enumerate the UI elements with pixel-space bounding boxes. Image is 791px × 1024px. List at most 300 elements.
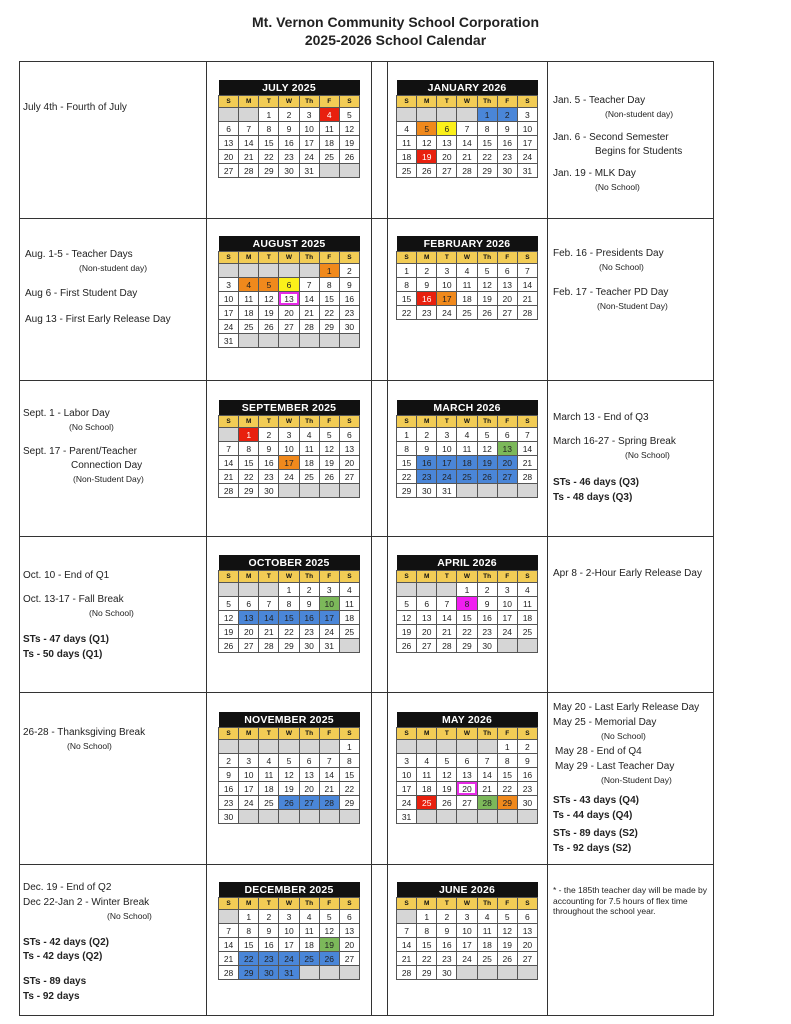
day-cell: 13 [339, 924, 359, 938]
day-cell: 1 [319, 264, 339, 278]
empty-cell [219, 583, 239, 597]
note-march-16-27: March 16-27 - Spring Break (No School) [553, 436, 676, 460]
day-cell: 17 [279, 456, 299, 470]
day-cell: 9 [259, 442, 279, 456]
day-cell: 15 [259, 136, 279, 150]
empty-cell [219, 108, 239, 122]
weekday-label: M [239, 728, 259, 740]
month-calendar [396, 555, 538, 653]
weekday-label: M [239, 96, 259, 108]
note-sept-1: Sept. 1 - Labor Day (No School) [23, 408, 114, 432]
empty-cell [339, 484, 359, 498]
day-cell: 10 [319, 597, 339, 611]
day-cell: 23 [259, 470, 279, 484]
weekday-label: Th [477, 252, 497, 264]
day-cell: 19 [259, 306, 279, 320]
weekday-label: S [517, 571, 537, 583]
day-cell: 10 [279, 442, 299, 456]
day-cell: 24 [397, 796, 417, 810]
day-cell: 17 [239, 782, 259, 796]
day-cell: 27 [437, 164, 457, 178]
day-cell: 27 [339, 470, 359, 484]
row-divider [19, 864, 714, 865]
day-cell: 16 [477, 611, 497, 625]
empty-cell [477, 810, 497, 824]
day-cell: 18 [299, 938, 319, 952]
day-cell: 21 [397, 952, 417, 966]
day-cell: 31 [517, 164, 537, 178]
day-cell: 23 [299, 625, 319, 639]
day-cell: 7 [259, 597, 279, 611]
empty-cell [299, 810, 319, 824]
day-cell: 6 [437, 122, 457, 136]
day-cell: 14 [219, 456, 239, 470]
day-cell: 11 [299, 924, 319, 938]
day-cell: 13 [279, 292, 299, 306]
day-cell: 3 [497, 583, 517, 597]
divider [371, 61, 372, 1016]
day-cell: 7 [517, 428, 537, 442]
day-cell: 12 [477, 442, 497, 456]
note-oct-13-17: Oct. 13-17 - Fall Break (No School) [23, 594, 134, 618]
day-cell: 21 [239, 150, 259, 164]
day-cell: 9 [477, 597, 497, 611]
note-apr-8: Apr 8 - 2-Hour Early Release Day [553, 568, 702, 579]
day-cell: 19 [219, 625, 239, 639]
empty-cell [339, 810, 359, 824]
day-cell: 22 [259, 150, 279, 164]
day-cell: 6 [339, 428, 359, 442]
day-cell: 16 [219, 782, 239, 796]
day-cell: 4 [259, 754, 279, 768]
empty-cell [457, 108, 477, 122]
day-cell: 12 [417, 136, 437, 150]
weekday-label: S [517, 252, 537, 264]
sts-q4: STs - 43 days (Q4) [553, 795, 639, 806]
day-cell: 5 [219, 597, 239, 611]
day-cell: 8 [477, 122, 497, 136]
day-cell: 25 [299, 952, 319, 966]
day-cell: 29 [259, 164, 279, 178]
empty-cell [517, 484, 537, 498]
weekday-label: M [239, 416, 259, 428]
day-cell: 27 [239, 639, 259, 653]
day-cell: 3 [319, 583, 339, 597]
day-cell: 12 [319, 924, 339, 938]
sts-q3: STs - 46 days (Q3) [553, 477, 639, 488]
day-cell: 23 [517, 782, 537, 796]
weekday-label: W [279, 252, 299, 264]
empty-cell [417, 583, 437, 597]
day-cell: 8 [397, 278, 417, 292]
weekday-label: M [417, 728, 437, 740]
day-cell: 11 [457, 278, 477, 292]
empty-cell [437, 810, 457, 824]
day-cell: 28 [517, 306, 537, 320]
day-cell: 1 [239, 910, 259, 924]
weekday-label: S [219, 252, 239, 264]
ts-total: Ts - 92 days [23, 991, 80, 1002]
day-cell: 8 [239, 442, 259, 456]
sts-q2: STs - 42 days (Q2) [23, 937, 109, 948]
day-cell: 21 [477, 782, 497, 796]
day-cell: 13 [497, 442, 517, 456]
day-cell: 17 [437, 456, 457, 470]
day-cell: 19 [319, 456, 339, 470]
weekday-label: W [457, 96, 477, 108]
day-cell: 5 [397, 597, 417, 611]
day-cell: 1 [497, 740, 517, 754]
day-cell: 12 [319, 442, 339, 456]
weekday-label: W [457, 252, 477, 264]
weekday-label: S [339, 96, 359, 108]
day-cell: 24 [319, 625, 339, 639]
day-cell: 19 [417, 150, 437, 164]
day-cell: 25 [457, 470, 477, 484]
day-cell: 20 [517, 938, 537, 952]
day-cell: 26 [219, 639, 239, 653]
weekday-label: S [397, 898, 417, 910]
day-cell: 11 [477, 924, 497, 938]
day-cell: 30 [517, 796, 537, 810]
day-cell: 6 [239, 597, 259, 611]
day-cell: 28 [259, 639, 279, 653]
empty-cell [517, 810, 537, 824]
day-cell: 5 [319, 910, 339, 924]
day-cell: 5 [497, 910, 517, 924]
day-cell: 10 [437, 278, 457, 292]
weekday-label: Th [477, 96, 497, 108]
empty-cell [239, 334, 259, 348]
day-cell: 3 [279, 428, 299, 442]
day-cell: 15 [319, 292, 339, 306]
day-cell: 11 [259, 768, 279, 782]
day-cell: 20 [339, 938, 359, 952]
day-cell: 19 [339, 136, 359, 150]
day-cell: 16 [339, 292, 359, 306]
empty-cell [497, 966, 517, 980]
day-cell: 12 [259, 292, 279, 306]
weekday-label: W [279, 416, 299, 428]
day-cell: 18 [319, 136, 339, 150]
day-cell: 19 [279, 782, 299, 796]
day-cell: 10 [517, 122, 537, 136]
calendar-subtitle: 2025-2026 School Calendar [304, 32, 487, 48]
month-name: FEBRUARY 2026 [397, 236, 538, 252]
empty-cell [517, 639, 537, 653]
calendar-title: Mt. Vernon Community School Corporation [252, 14, 539, 30]
day-cell: 14 [299, 292, 319, 306]
weekday-label: S [339, 898, 359, 910]
day-cell: 21 [517, 292, 537, 306]
weekday-label: M [417, 96, 437, 108]
day-cell: 26 [397, 639, 417, 653]
weekday-label: W [279, 728, 299, 740]
day-cell: 12 [477, 278, 497, 292]
month-calendar [218, 555, 360, 653]
day-cell: 22 [239, 470, 259, 484]
day-cell: 20 [437, 150, 457, 164]
weekday-label: T [437, 898, 457, 910]
day-cell: 29 [339, 796, 359, 810]
empty-cell [279, 334, 299, 348]
day-cell: 5 [259, 278, 279, 292]
day-cell: 31 [219, 334, 239, 348]
day-cell: 23 [259, 952, 279, 966]
day-cell: 25 [299, 470, 319, 484]
note-oct-10: Oct. 10 - End of Q1 [23, 570, 110, 581]
day-cell: 2 [437, 910, 457, 924]
day-cell: 1 [279, 583, 299, 597]
empty-cell [437, 740, 457, 754]
day-cell: 2 [497, 108, 517, 122]
day-cell: 4 [319, 108, 339, 122]
weekday-label: F [319, 252, 339, 264]
empty-cell [457, 810, 477, 824]
month-name: MARCH 2026 [397, 400, 538, 416]
day-cell: 7 [219, 924, 239, 938]
day-cell: 4 [299, 910, 319, 924]
day-cell: 12 [397, 611, 417, 625]
weekday-label: F [497, 96, 517, 108]
day-cell: 2 [259, 428, 279, 442]
day-cell: 24 [497, 625, 517, 639]
day-cell: 25 [259, 796, 279, 810]
weekday-label: M [417, 571, 437, 583]
empty-cell [299, 264, 319, 278]
day-cell: 16 [437, 938, 457, 952]
weekday-label: F [497, 728, 517, 740]
empty-cell [437, 108, 457, 122]
empty-cell [319, 484, 339, 498]
weekday-label: W [279, 571, 299, 583]
day-cell: 13 [497, 278, 517, 292]
sts-s2: STs - 89 days (S2) [553, 828, 638, 839]
empty-cell [319, 740, 339, 754]
day-cell: 29 [239, 966, 259, 980]
day-cell: 2 [477, 583, 497, 597]
empty-cell [299, 740, 319, 754]
weekday-label: S [397, 252, 417, 264]
day-cell: 20 [339, 456, 359, 470]
weekday-label: W [457, 416, 477, 428]
weekday-label: T [259, 571, 279, 583]
row-divider [19, 536, 714, 537]
weekday-label: S [339, 252, 359, 264]
month-name: MAY 2026 [397, 712, 538, 728]
day-cell: 7 [219, 442, 239, 456]
month-calendar [218, 712, 360, 824]
note-march-13: March 13 - End of Q3 [553, 412, 649, 423]
day-cell: 10 [279, 924, 299, 938]
empty-cell [339, 639, 359, 653]
day-cell: 28 [219, 484, 239, 498]
day-cell: 11 [239, 292, 259, 306]
weekday-label: M [417, 252, 437, 264]
divider [206, 61, 207, 1016]
row-divider [19, 692, 714, 693]
day-cell: 6 [497, 264, 517, 278]
weekday-label: T [437, 728, 457, 740]
day-cell: 18 [457, 292, 477, 306]
day-cell: 28 [397, 966, 417, 980]
weekday-label: F [319, 571, 339, 583]
empty-cell [299, 966, 319, 980]
day-cell: 13 [517, 924, 537, 938]
empty-cell [397, 108, 417, 122]
empty-cell [219, 428, 239, 442]
day-cell: 17 [497, 611, 517, 625]
weekday-label: F [497, 898, 517, 910]
day-cell: 25 [397, 164, 417, 178]
weekday-label: M [239, 898, 259, 910]
day-cell: 21 [299, 306, 319, 320]
day-cell: 23 [417, 470, 437, 484]
day-cell: 24 [299, 150, 319, 164]
row-divider [19, 380, 714, 381]
note-may-25: May 25 - Memorial Day (No School) [553, 717, 657, 741]
weekday-label: Th [477, 898, 497, 910]
day-cell: 21 [219, 470, 239, 484]
day-cell: 25 [457, 306, 477, 320]
month-name: SEPTEMBER 2025 [219, 400, 360, 416]
row-divider [19, 218, 714, 219]
day-cell: 15 [417, 938, 437, 952]
weekday-label: W [279, 898, 299, 910]
weekday-label: S [517, 416, 537, 428]
weekday-label: S [339, 416, 359, 428]
day-cell: 21 [517, 456, 537, 470]
day-cell: 31 [397, 810, 417, 824]
day-cell: 3 [437, 264, 457, 278]
day-cell: 7 [437, 597, 457, 611]
day-cell: 10 [397, 768, 417, 782]
day-cell: 8 [279, 597, 299, 611]
empty-cell [477, 966, 497, 980]
day-cell: 27 [279, 320, 299, 334]
day-cell: 30 [477, 639, 497, 653]
day-cell: 7 [457, 122, 477, 136]
day-cell: 9 [517, 754, 537, 768]
month-name: APRIL 2026 [397, 555, 538, 571]
weekday-label: F [497, 416, 517, 428]
day-cell: 15 [497, 768, 517, 782]
day-cell: 14 [219, 938, 239, 952]
empty-cell [497, 484, 517, 498]
day-cell: 22 [397, 306, 417, 320]
day-cell: 23 [417, 306, 437, 320]
month-name: OCTOBER 2025 [219, 555, 360, 571]
day-cell: 24 [517, 150, 537, 164]
empty-cell [279, 484, 299, 498]
day-cell: 1 [239, 428, 259, 442]
day-cell: 15 [339, 768, 359, 782]
day-cell: 23 [219, 796, 239, 810]
month-calendar [218, 80, 360, 178]
empty-cell [457, 740, 477, 754]
day-cell: 4 [339, 583, 359, 597]
day-cell: 24 [219, 320, 239, 334]
day-cell: 7 [517, 264, 537, 278]
day-cell: 13 [339, 442, 359, 456]
day-cell: 1 [477, 108, 497, 122]
day-cell: 15 [397, 456, 417, 470]
day-cell: 9 [497, 122, 517, 136]
day-cell: 20 [219, 150, 239, 164]
day-cell: 4 [517, 583, 537, 597]
sts-q1: STs - 47 days (Q1) [23, 634, 109, 645]
weekday-label: T [259, 96, 279, 108]
day-cell: 11 [339, 597, 359, 611]
day-cell: 4 [299, 428, 319, 442]
day-cell: 21 [457, 150, 477, 164]
weekday-label: Th [299, 898, 319, 910]
empty-cell [417, 810, 437, 824]
empty-cell [319, 810, 339, 824]
day-cell: 15 [239, 456, 259, 470]
day-cell: 24 [279, 470, 299, 484]
day-cell: 13 [437, 136, 457, 150]
day-cell: 27 [457, 796, 477, 810]
day-cell: 11 [397, 136, 417, 150]
day-cell: 11 [457, 442, 477, 456]
day-cell: 26 [259, 320, 279, 334]
note-jan-6: Jan. 6 - Second Semester Begins for Students [553, 132, 683, 157]
day-cell: 9 [417, 442, 437, 456]
day-cell: 25 [417, 796, 437, 810]
day-cell: 15 [279, 611, 299, 625]
day-cell: 9 [417, 278, 437, 292]
month-name: JUNE 2026 [397, 882, 538, 898]
day-cell: 2 [259, 910, 279, 924]
note-aug-1-5: Aug. 1-5 - Teacher Days (Non-student day) [25, 249, 148, 273]
note-thanksgiving: 26-28 - Thanksgiving Break (No School) [23, 727, 146, 751]
day-cell: 1 [397, 264, 417, 278]
weekday-label: T [259, 898, 279, 910]
day-cell: 4 [477, 910, 497, 924]
day-cell: 21 [437, 625, 457, 639]
day-cell: 19 [477, 292, 497, 306]
day-cell: 21 [219, 952, 239, 966]
day-cell: 3 [437, 428, 457, 442]
weekday-label: S [339, 728, 359, 740]
day-cell: 31 [319, 639, 339, 653]
day-cell: 14 [239, 136, 259, 150]
weekday-label: M [239, 252, 259, 264]
note-jan-5: Jan. 5 - Teacher Day (Non-student day) [553, 95, 674, 119]
day-cell: 4 [457, 264, 477, 278]
day-cell: 20 [279, 306, 299, 320]
day-cell: 30 [219, 810, 239, 824]
day-cell: 14 [477, 768, 497, 782]
empty-cell [259, 264, 279, 278]
empty-cell [219, 264, 239, 278]
day-cell: 20 [497, 292, 517, 306]
day-cell: 24 [457, 952, 477, 966]
day-cell: 25 [319, 150, 339, 164]
day-cell: 3 [517, 108, 537, 122]
weekday-label: T [259, 416, 279, 428]
empty-cell [417, 740, 437, 754]
day-cell: 30 [339, 320, 359, 334]
day-cell: 22 [457, 625, 477, 639]
day-cell: 10 [239, 768, 259, 782]
day-cell: 3 [457, 910, 477, 924]
day-cell: 5 [437, 754, 457, 768]
day-cell: 7 [319, 754, 339, 768]
day-cell: 13 [417, 611, 437, 625]
day-cell: 8 [319, 278, 339, 292]
